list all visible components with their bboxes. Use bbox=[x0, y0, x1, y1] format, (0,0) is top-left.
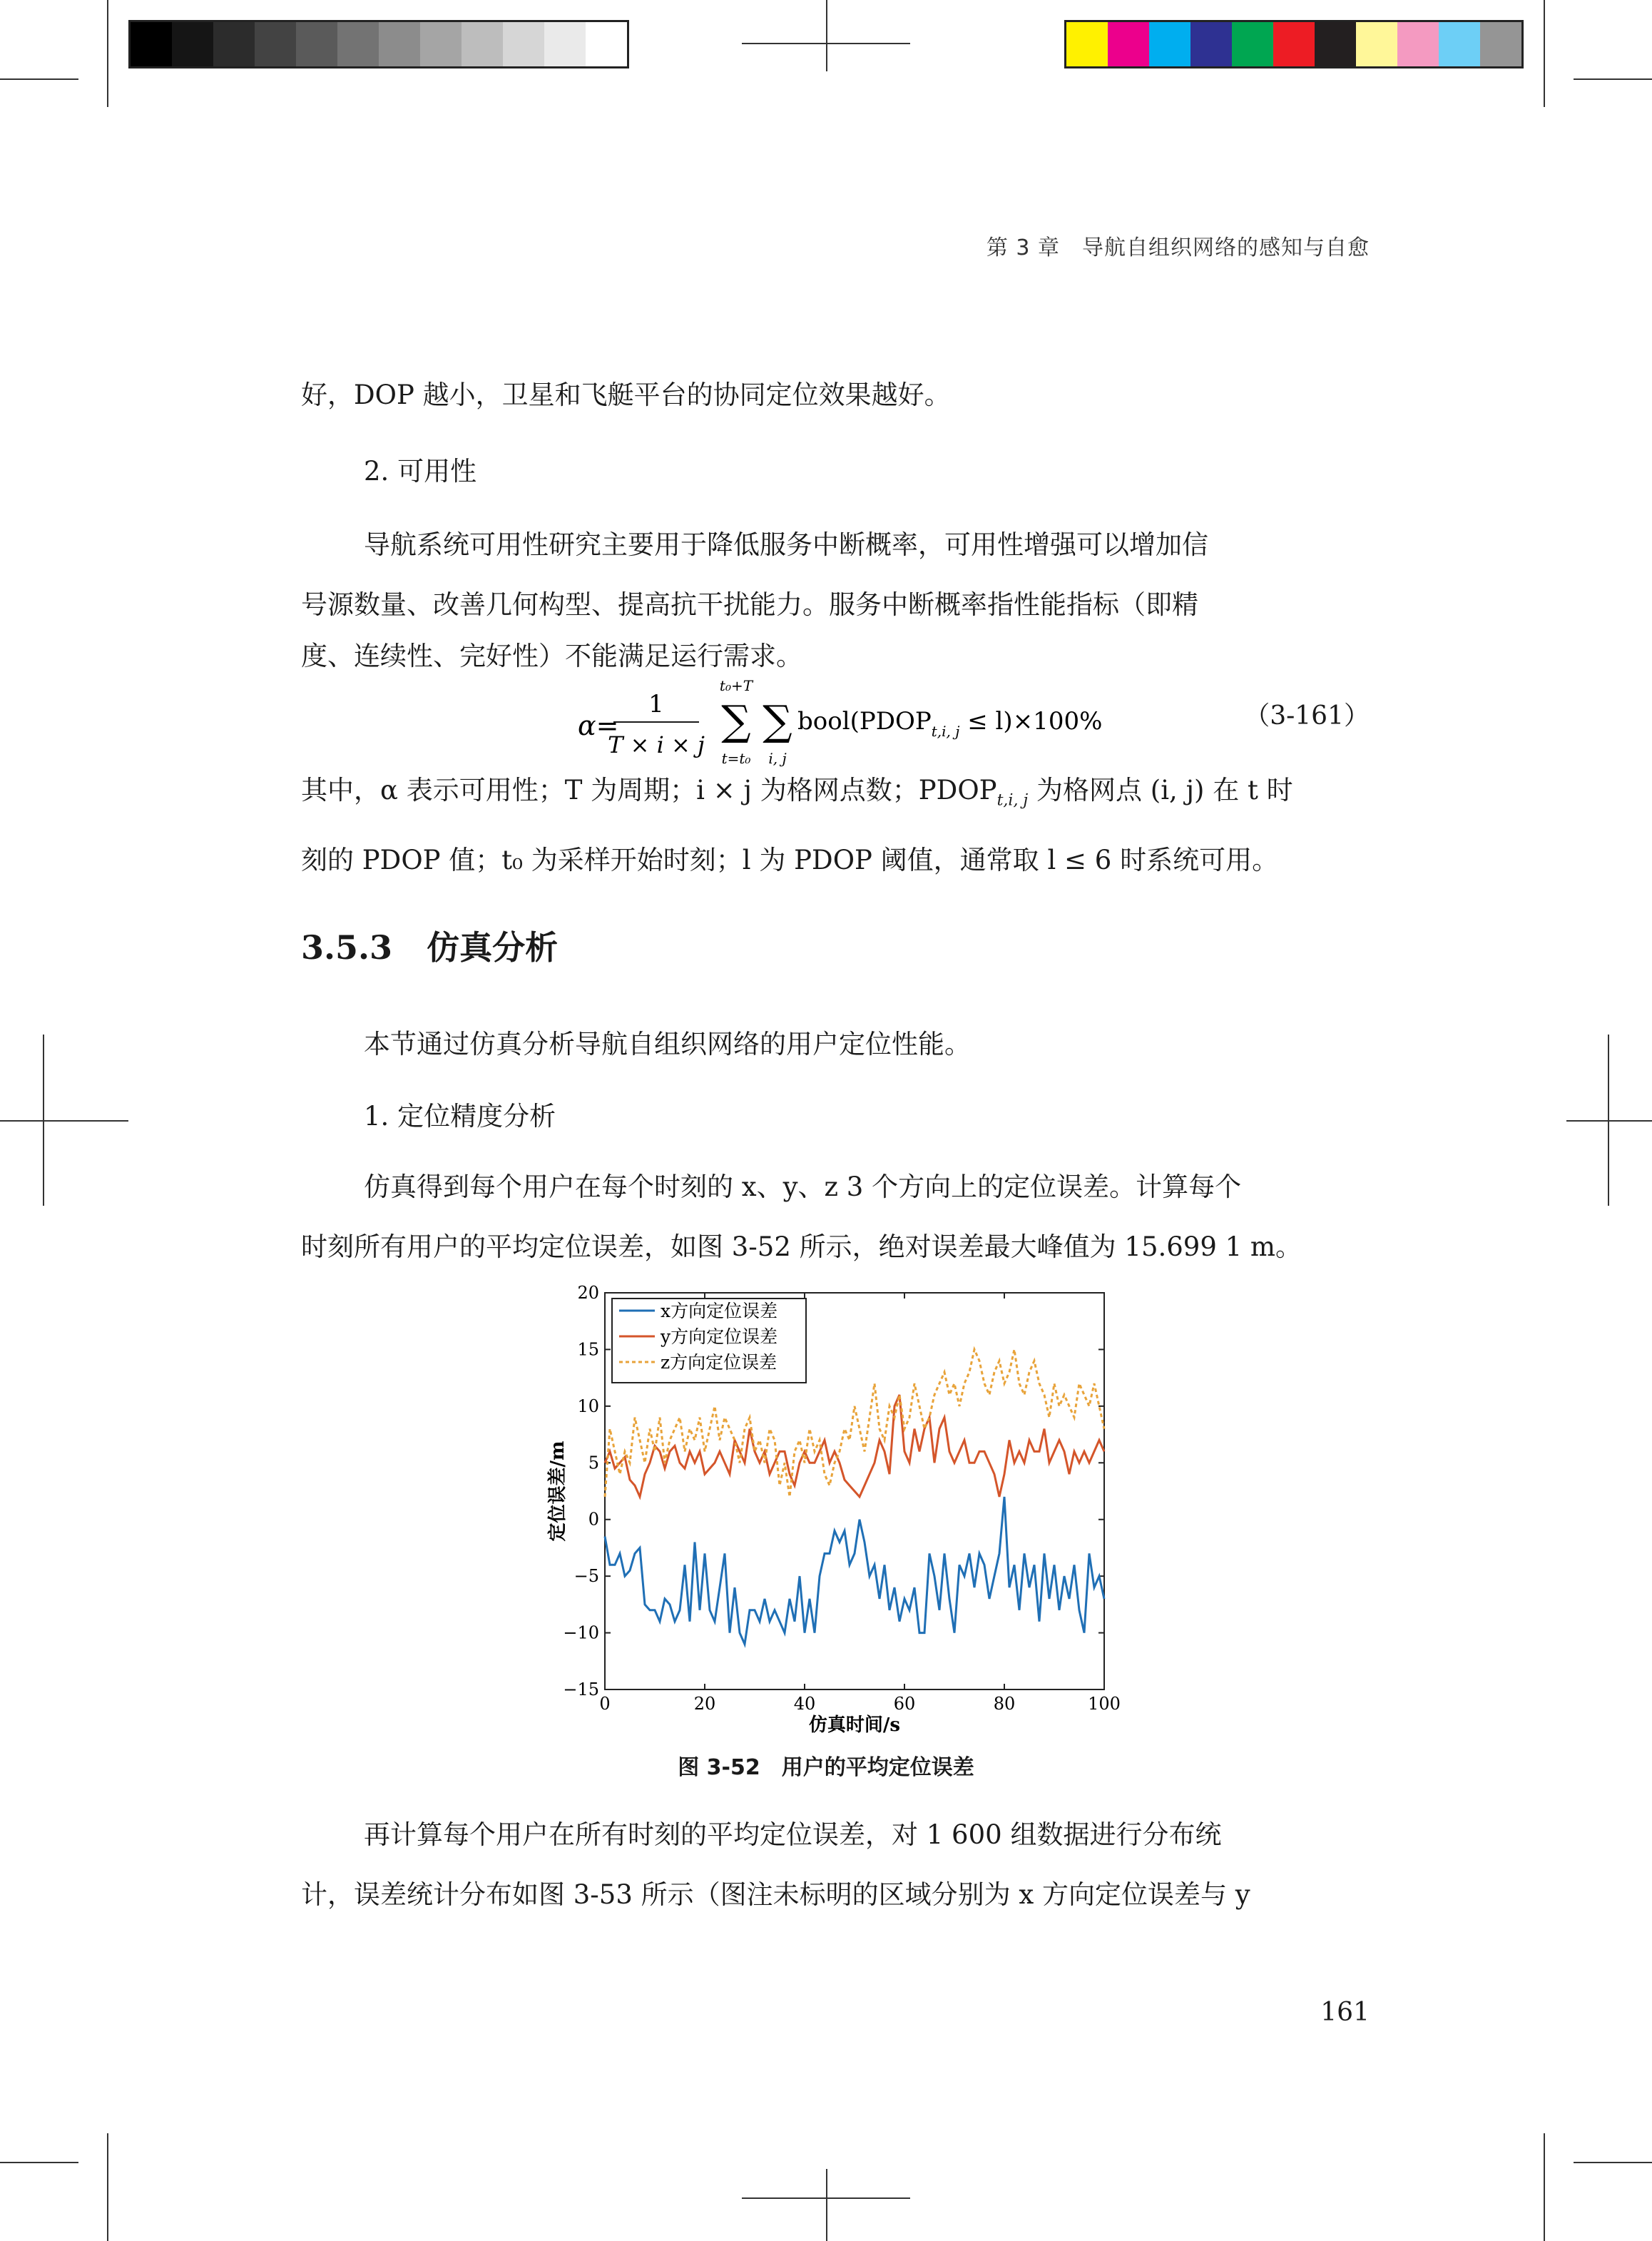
crop-mark bbox=[0, 2162, 78, 2163]
color-swatch bbox=[544, 22, 586, 66]
figure-caption: 图 3-52 用户的平均定位误差 bbox=[678, 1755, 974, 1780]
legend-label: y方向定位误差 bbox=[661, 1326, 778, 1347]
y-tick-label: 20 bbox=[577, 1283, 599, 1303]
y-tick-label: 0 bbox=[588, 1509, 599, 1530]
y-tick-label: −15 bbox=[563, 1680, 599, 1699]
x-tick-label: 60 bbox=[893, 1694, 916, 1714]
formula-body: $bool(PDOP_{t,i, j} \le l)\times 100\%$ bbox=[797, 707, 1103, 740]
crop-mark bbox=[1566, 1120, 1652, 1122]
crop-mark bbox=[107, 2133, 108, 2241]
color-swatch bbox=[255, 22, 296, 66]
text-line: 度、连续性、完好性）不能满足运行需求。 bbox=[301, 641, 802, 671]
crop-mark bbox=[742, 43, 910, 44]
crop-mark bbox=[1544, 0, 1545, 107]
paragraph-dop-conclusion: 好，DOP 越小，卫星和飞艇平台的协同定位效果越好。 bbox=[301, 380, 951, 410]
y-tick-label: 10 bbox=[577, 1396, 599, 1416]
color-calibration-bar bbox=[1064, 20, 1524, 68]
x-tick-label: 100 bbox=[1088, 1694, 1121, 1714]
x-axis-label: 仿真时间/s bbox=[808, 1714, 901, 1734]
legend-label: z方向定位误差 bbox=[661, 1352, 777, 1373]
x-tick-label: 0 bbox=[599, 1694, 611, 1714]
y-tick-label: 5 bbox=[588, 1453, 599, 1473]
color-swatch bbox=[131, 22, 172, 66]
x-tick-label: 80 bbox=[993, 1694, 1016, 1714]
y-tick-label: −10 bbox=[563, 1622, 599, 1643]
crop-mark bbox=[742, 2197, 910, 2199]
crop-mark bbox=[826, 0, 827, 71]
formula-denominator: T × i × j bbox=[608, 731, 705, 758]
legend-label: x方向定位误差 bbox=[661, 1301, 778, 1321]
page-number: 161 bbox=[1320, 1998, 1370, 2027]
color-swatch bbox=[586, 22, 627, 66]
color-swatch bbox=[213, 22, 255, 66]
error-line-chart bbox=[542, 1277, 1127, 1734]
series-line-0 bbox=[605, 1497, 1104, 1645]
color-swatch bbox=[462, 22, 503, 66]
x-tick-label: 40 bbox=[793, 1694, 816, 1714]
color-swatch bbox=[1190, 22, 1232, 66]
formula-lhs: α= bbox=[578, 710, 619, 741]
color-swatch bbox=[1149, 22, 1190, 66]
crop-mark bbox=[1574, 78, 1652, 80]
sum1-upper: t₀+T bbox=[719, 678, 753, 694]
crop-mark bbox=[107, 0, 108, 107]
paragraph-availability bbox=[301, 515, 1371, 678]
text-line: 号源数量、改善几何构型、提高抗干扰能力。服务中断概率指性能指标（即精 bbox=[301, 589, 1198, 620]
color-swatch bbox=[1397, 22, 1439, 66]
sum1-symbol: ∑ bbox=[721, 696, 751, 745]
text-line: 时刻所有用户的平均定位误差，如图 3-52 所示，绝对误差最大峰值为 15.699 1 m。 bbox=[301, 1231, 1302, 1262]
crop-mark bbox=[826, 2169, 827, 2241]
formula-numerator: 1 bbox=[648, 690, 664, 718]
grayscale-calibration-bar bbox=[128, 20, 629, 68]
subheading-availability: 2. 可用性 bbox=[364, 456, 477, 487]
color-swatch bbox=[1315, 22, 1356, 66]
sum2-symbol: ∑ bbox=[763, 696, 792, 745]
crop-mark bbox=[0, 1120, 128, 1122]
color-swatch bbox=[1066, 22, 1108, 66]
text-line: 计，误差统计分布如图 3-53 所示（图注未标明的区域分别为 x 方向定位误差与 y bbox=[301, 1879, 1250, 1910]
color-swatch bbox=[296, 22, 337, 66]
subheading-accuracy: 1. 定位精度分析 bbox=[364, 1101, 556, 1132]
text-line: 导航系统可用性研究主要用于降低服务中断概率，可用性增强可以增加信 bbox=[364, 529, 1208, 560]
text-line: 仿真得到每个用户在每个时刻的 x、y、z 3 个方向上的定位误差。计算每个 bbox=[364, 1172, 1242, 1202]
running-head: 第 3 章 导航自组织网络的感知与自愈 bbox=[986, 235, 1370, 260]
sum2-lower: i, j bbox=[768, 750, 787, 767]
color-swatch bbox=[337, 22, 379, 66]
crop-mark bbox=[0, 78, 78, 80]
color-swatch bbox=[1273, 22, 1315, 66]
paragraph-error-distribution bbox=[301, 1805, 1371, 1925]
section-title bbox=[301, 922, 558, 969]
equation-number: （3-161） bbox=[1244, 701, 1370, 731]
text-line: 再计算每个用户在所有时刻的平均定位误差，对 1 600 组数据进行分布统 bbox=[364, 1819, 1222, 1850]
color-swatch bbox=[379, 22, 420, 66]
paragraph-section-intro: 本节通过仿真分析导航自组织网络的用户定位性能。 bbox=[364, 1029, 971, 1059]
y-axis-label: 定位误差/m bbox=[547, 1440, 568, 1542]
paragraph-formula-explanation bbox=[301, 761, 1371, 890]
color-swatch bbox=[1108, 22, 1149, 66]
color-swatch bbox=[420, 22, 462, 66]
y-tick-label: −5 bbox=[573, 1566, 599, 1587]
y-tick-label: 15 bbox=[577, 1339, 599, 1360]
section-heading: 仿真分析 bbox=[427, 928, 559, 967]
crop-mark bbox=[1574, 2162, 1652, 2163]
color-swatch bbox=[1356, 22, 1397, 66]
sum1-lower: t=t₀ bbox=[721, 750, 751, 767]
paragraph-accuracy bbox=[301, 1157, 1371, 1277]
color-swatch bbox=[1439, 22, 1480, 66]
section-number: 3.5.3 bbox=[301, 928, 393, 967]
color-swatch bbox=[503, 22, 544, 66]
x-tick-label: 20 bbox=[693, 1694, 716, 1714]
color-swatch bbox=[1480, 22, 1521, 66]
text-line: 其中，α 表示可用性；T 为周期；i × j 为格网点数；$PDOP_{t,i, j}$ 为格网点 (i, j) 在 t 时 bbox=[301, 775, 1293, 810]
color-swatch bbox=[1232, 22, 1273, 66]
text-line: 刻的 PDOP 值；t₀ 为采样开始时刻；l 为 PDOP 阈值，通常取 l ≤ 6 时系统可用。 bbox=[301, 845, 1279, 876]
crop-mark bbox=[1544, 2133, 1545, 2241]
color-swatch bbox=[172, 22, 213, 66]
